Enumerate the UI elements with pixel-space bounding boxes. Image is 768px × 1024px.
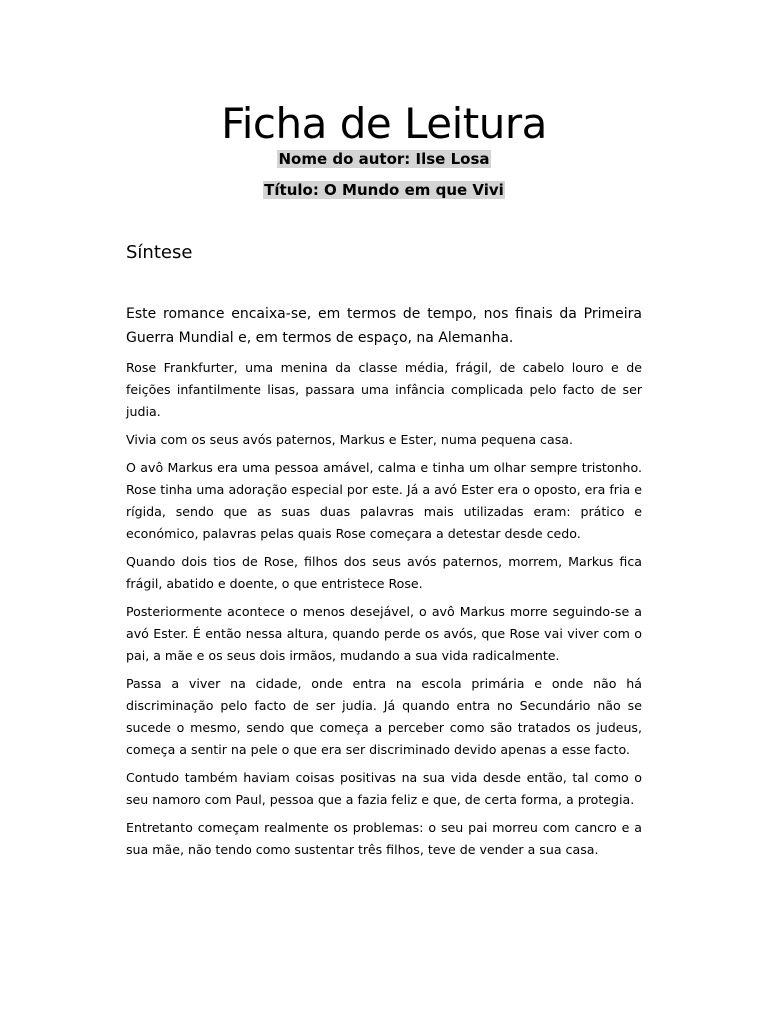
synopsis-body (126, 357, 642, 867)
section-heading-sintese: Síntese (126, 242, 193, 263)
author-line (0, 149, 768, 169)
paragraph: Rose Frankfurter, uma menina da classe média, frágil, de cabelo louro e de feições infantilmente lisas, passara uma infância complicada pelo facto de ser judia. (126, 360, 642, 419)
intro-paragraph: Este romance encaixa-se, em termos de tempo, nos finais da Primeira Guerra Mundial e, em termos de espaço, na Alemanha. (126, 306, 642, 346)
paragraph: O avô Markus era uma pessoa amável, calma e tinha um olhar sempre tristonho. Rose tinha uma adoração especial por este. Já a avó Ester era o oposto, era fria e rígida, sendo que as suas duas palavras mais utilizadas eram: prático e económico, palavras pelas quais Rose começara a detestar desde cedo. (126, 460, 642, 541)
author-text: Nome do autor: Ilse Losa (278, 150, 490, 168)
document-title: Ficha de Leitura (221, 99, 547, 148)
paragraph: Contudo também haviam coisas positivas na sua vida desde então, tal como o seu namoro com Paul, pessoa que a fazia feliz e que, de certa forma, a protegia. (126, 770, 642, 807)
book-title-text: Título: O Mundo em que Vivi (264, 181, 504, 199)
paragraph: Vivia com os seus avós paternos, Markus e Ester, numa pequena casa. (126, 432, 573, 447)
paragraph: Passa a viver na cidade, onde entra na escola primária e onde não há discriminação pelo facto de ser judia. Já quando entra no Secundário não se sucede o mesmo, sendo que começa a perceber como são tratados os judeus, começa a sentir na pele o que era ser discriminado devido apenas a esse facto. (126, 676, 642, 757)
book-title-line (0, 180, 768, 200)
paragraph: Posteriormente acontece o menos desejável, o avô Markus morre seguindo-se a avó Ester. É então nessa altura, quando perde os avós, que Rose vai viver com o pai, a mãe e os seus dois irmãos, mudando a sua vida radicalmente. (126, 604, 642, 663)
paragraph: Entretanto começam realmente os problemas: o seu pai morreu com cancro e a sua mãe, não tendo como sustentar três filhos, teve de vender a sua casa. (126, 820, 642, 857)
paragraph: Quando dois tios de Rose, filhos dos seus avós paternos, morrem, Markus fica frágil, abatido e doente, o que entristece Rose. (126, 554, 642, 591)
